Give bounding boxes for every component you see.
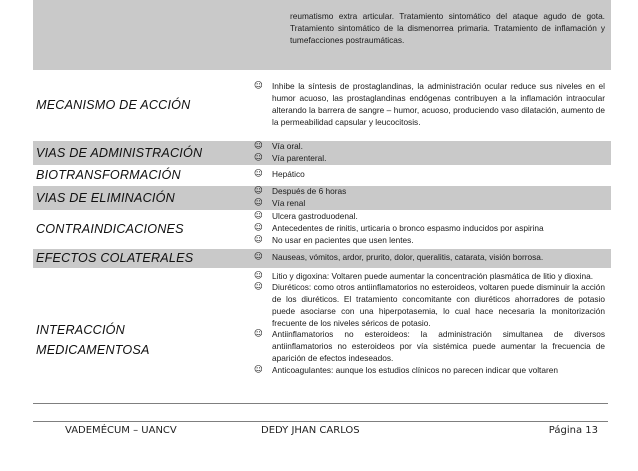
- item-text: Vía renal: [272, 197, 306, 208]
- row-label-text: INTERACCIÓN MEDICAMENTOSA: [36, 323, 150, 358]
- list-item: [251, 282, 611, 329]
- smiley-icon: ☺: [254, 329, 263, 340]
- item-text: Después de 6 horas: [272, 185, 347, 196]
- list-item: [251, 252, 611, 264]
- list-item: [251, 141, 611, 153]
- smiley-icon: ☺: [254, 81, 263, 92]
- item-text: Anticoagulantes: aunque los estudios clínicos no parecen indicar que voltaren: [272, 364, 558, 375]
- footer-top-rule: [33, 421, 608, 422]
- list-item: [251, 329, 611, 364]
- smiley-icon: ☺: [254, 234, 263, 245]
- item-text: Diuréticos: como otros antiinflamatorios no esteroideos, voltaren puede disminuir la acción de los diuréticos. El tratamiento concomitante con diuréticos ahorradores de potasio puede asociarse con una hiperpotasemia, lo cual hace necesaria la monitorización frecuente de los niveles séricos de potasio.: [272, 282, 605, 328]
- row-label: MECANISMO DE ACCIÓN: [33, 70, 251, 140]
- footer-page-number: Página 13: [548, 425, 598, 436]
- smiley-icon: ☺: [254, 197, 263, 208]
- table-bottom-rule: [33, 403, 608, 404]
- row-efectos-colaterales: [33, 248, 611, 268]
- row-vias-de-administracion: [33, 140, 611, 165]
- item-text: Inhibe la síntesis de prostaglandinas, la administración ocular reduce sus niveles en el humor acuoso, las prostaglandinas endógenas contribuyen a la inflamación intraocular alterando la barrera de sangre – humor, acuoso, produciendo vaso dilatación, aumento de la permeabilidad capsular y leucocitosis.: [272, 81, 605, 127]
- row-label: [33, 0, 251, 70]
- smiley-icon: ☺: [254, 211, 263, 222]
- list-item: [251, 271, 611, 283]
- row-label: VIAS DE ELIMINACIÓN: [33, 185, 251, 210]
- page-footer: [33, 425, 608, 441]
- row-label: EFECTOS COLATERALES: [33, 248, 251, 268]
- row-mecanismo-de-accion: [33, 70, 611, 140]
- item-text: Vía parenteral.: [272, 152, 327, 163]
- item-text: Litio y digoxina: Voltaren puede aumentar la concentración plasmática de litio y dioxina.: [272, 270, 594, 281]
- item-text: Vía oral.: [272, 140, 303, 151]
- item-text: Nauseas, vómitos, ardor, prurito, dolor, queralitis, catarata, visión borrosa.: [272, 252, 544, 263]
- list-item: [251, 81, 611, 128]
- row-interaccion-medicamentosa: [33, 268, 611, 408]
- item-text: Ulcera gastroduodenal.: [272, 211, 358, 222]
- list-item: [251, 223, 611, 235]
- row-biotransformacion: [33, 165, 611, 185]
- list-item: [251, 211, 611, 223]
- smiley-icon: ☺: [254, 185, 263, 196]
- footer-left-text: VADEMÉCUM – UANCV: [65, 425, 177, 436]
- smiley-icon: ☺: [254, 252, 263, 263]
- drug-info-table: [33, 0, 611, 408]
- row-label: BIOTRANSFORMACIÓN: [33, 165, 251, 185]
- list-item: [251, 198, 611, 210]
- indicaciones-continuation-text: reumatismo extra articular. Tratamiento sintomático del ataque agudo de gota. Tratamiento sintomático de la dismenorrea primaria. Tratamiento de inflamación y tumefacciones postraumáticas.: [290, 11, 605, 45]
- item-text: Hepático: [272, 169, 305, 180]
- smiley-icon: ☺: [254, 169, 263, 180]
- row-label: CONTRAINDICACIONES: [33, 210, 251, 248]
- item-text: Antiinflamatorios no esteroideos: la administración simultanea de diversos antiinflamatorios no esteroideos por vía sistémica puede aumentar la frecuencia de aparición de efectos indeseados.: [272, 329, 605, 364]
- smiley-icon: ☺: [254, 152, 263, 163]
- smiley-icon: ☺: [254, 270, 263, 281]
- row-label: VIAS DE ADMINISTRACIÓN: [33, 140, 251, 165]
- list-item: [251, 235, 611, 247]
- smiley-icon: ☺: [254, 282, 263, 293]
- row-contraindicaciones: [33, 210, 611, 248]
- item-text: Antecedentes de rinitis, urticaria o bronco espasmo inducidos por aspirina: [272, 223, 544, 234]
- smiley-icon: ☺: [254, 140, 263, 151]
- document-page: [33, 0, 608, 408]
- smiley-icon: ☺: [254, 364, 263, 375]
- list-item: [251, 365, 611, 377]
- row-vias-de-eliminacion: [33, 185, 611, 210]
- row-indicaciones-continuation: [33, 0, 611, 70]
- item-text: No usar en pacientes que usen lentes.: [272, 234, 414, 245]
- list-item: [251, 153, 611, 165]
- list-item: [251, 186, 611, 198]
- list-item: [251, 169, 611, 181]
- row-label: [33, 268, 251, 408]
- smiley-icon: ☺: [254, 223, 263, 234]
- footer-center-text: DEDY JHAN CARLOS: [261, 425, 360, 436]
